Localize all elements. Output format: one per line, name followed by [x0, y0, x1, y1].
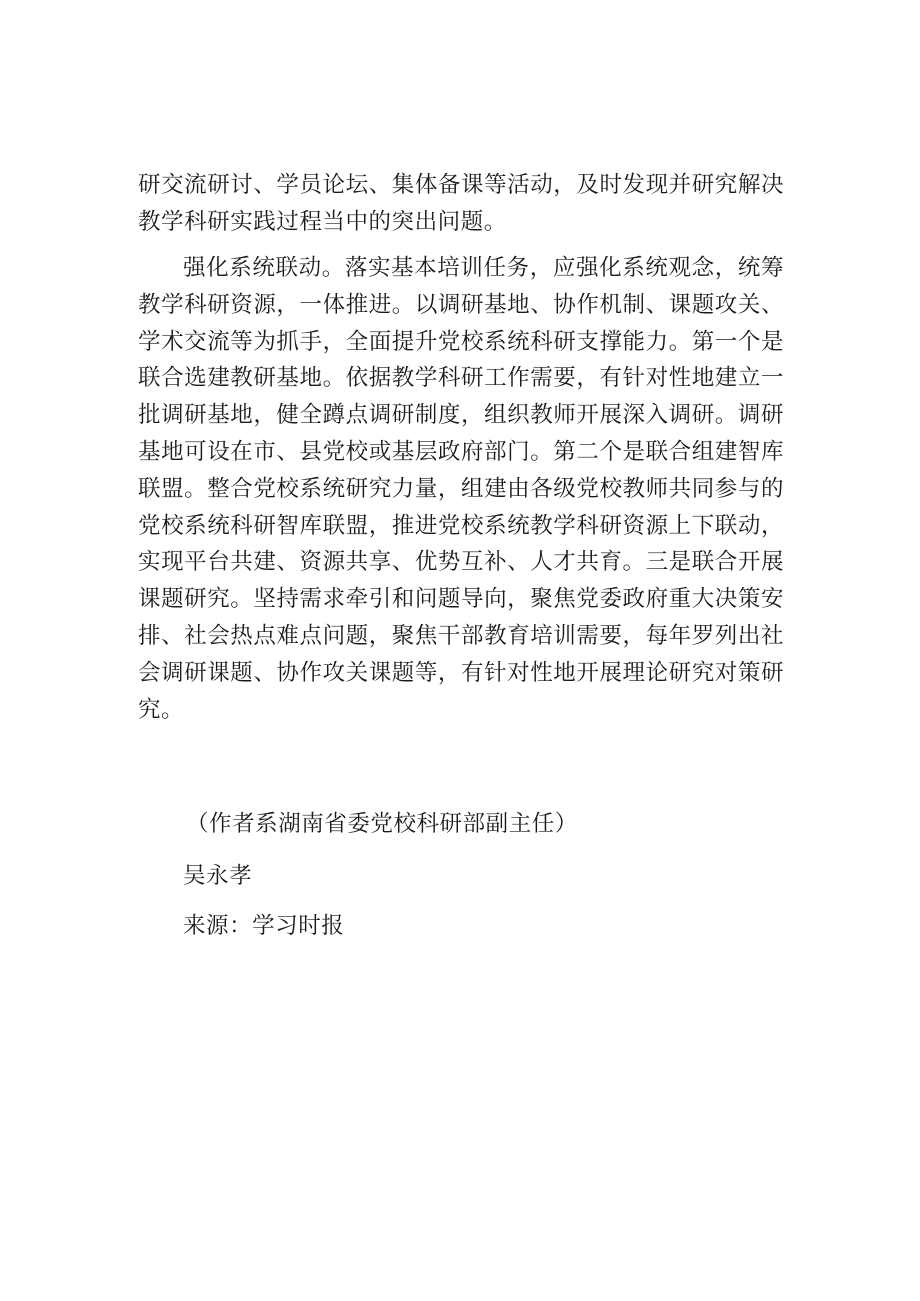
author-note: （作者系湖南省委党校科研部副主任） [186, 811, 578, 837]
paragraph-system-linkage: 强化系统联动。落实基本培训任务，应强化系统观念，统筹教学科研资源，一体推进。以调研基地、协作机制、课题攻关、学术交流等为抓手，全面提升党校系统科研支撑能力。第一个是联合选建教研基地。依据教学科研工作需要，有针对性地建立一批调研基地，健全蹲点调研制度，组织教师开展深入调研。调研基地可设在市、县党校或基层政府部门。第二个是联合组建智库联盟。整合党校系统研究力量，组建由各级党校教师共同参与的党校系统科研智库联盟，推进党校系统教学科研资源上下联动，实现平台共建、资源共享、优势互补、人才共育。三是联合开展课题研究。坚持需求牵引和问题导向，聚焦党委政府重大决策安排、社会热点难点问题，聚焦干部教育培训需要，每年罗列出社会调研课题、协作攻关课题等，有针对性地开展理论研究对策研究。 [138, 255, 784, 723]
author-name: 吴永孝 [183, 863, 253, 889]
paragraph-continued: 研交流研讨、学员论坛、集体备课等活动，及时发现并研究解决教学科研实践过程当中的突出问题。 [138, 172, 784, 235]
source-line: 来源：学习时报 [183, 913, 345, 939]
